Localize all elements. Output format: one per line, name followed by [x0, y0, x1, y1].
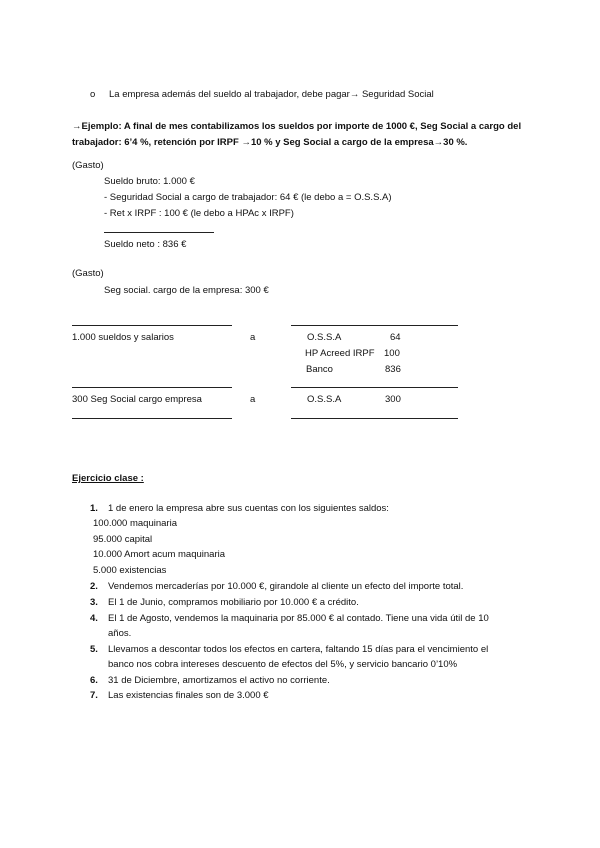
exercise-item-4-cont: años. [108, 628, 132, 639]
item-text: Las existencias finales son de 3.000 € [108, 690, 269, 701]
ret-irpf: - Ret x IRPF : 100 € (le debo a HPAc x IRPF) [104, 208, 294, 219]
balance-line: 5.000 existencias [93, 565, 167, 576]
journal-rule-left-2 [72, 387, 232, 388]
sueldo-neto: Sueldo neto : 836 € [104, 239, 187, 250]
item-text: 31 de Diciembre, amortizamos el activo no corriente. [108, 675, 330, 686]
entry1-credit-amount: 100 [384, 348, 400, 359]
subtotal-rule [104, 232, 214, 233]
balance-line: 10.000 Amort acum maquinaria [93, 549, 226, 560]
entry1-credit-account: Banco [306, 364, 333, 375]
entry2-debit: 300 Seg Social cargo empresa [72, 394, 202, 405]
item-text: 1 de enero la empresa abre sus cuentas con los siguientes saldos: [108, 503, 389, 514]
exercise-item-7 [90, 690, 269, 701]
item-number: 5. [90, 644, 98, 655]
bullet-marker: o [90, 89, 96, 100]
item-text: El 1 de Junio, compramos mobiliario por 10.000 € a crédito. [108, 597, 359, 608]
exercise-item-4 [90, 613, 489, 624]
example-line-2: trabajador: 6’4 %, retención por IRPF →10 % y Seg Social a cargo de la empresa→30 %. [72, 137, 468, 148]
exercise-item-1 [90, 503, 389, 514]
example-line-1: →Ejemplo: A final de mes contabilizamos los sueldos por importe de 1000 €, Seg Social a cargo del [72, 121, 522, 132]
exercise-item-2 [90, 581, 463, 592]
journal-rule-right-3 [291, 418, 458, 419]
bullet-text: La empresa además del sueldo al trabajador, debe pagar→ Seguridad Social [109, 89, 434, 100]
item-number: 3. [90, 597, 98, 608]
entry1-debit: 1.000 sueldos y salarios [72, 332, 174, 343]
ss-trabajador: - Seguridad Social a cargo de trabajador: 64 € (le debo a = O.S.S.A) [104, 192, 392, 203]
entry1-credit-amount: 836 [385, 364, 401, 375]
item-number: 6. [90, 675, 98, 686]
entry2-credit-account: O.S.S.A [307, 394, 342, 405]
item-text: Llevamos a descontar todos los efectos en cartera, faltando 15 días para el vencimiento el [108, 644, 489, 655]
entry1-credit-account: O.S.S.A [307, 332, 342, 343]
exercise-item-5 [90, 644, 488, 655]
journal-rule-left-3 [72, 418, 232, 419]
entry1-a: a [250, 332, 256, 343]
seg-social-empresa: Seg social. cargo de la empresa: 300 € [104, 285, 269, 296]
exercise-title: Ejercicio clase : [72, 473, 144, 484]
item-text: Vendemos mercaderías por 10.000 €, girandole al cliente un efecto del importe total. [108, 581, 464, 592]
journal-rule-right-2 [291, 387, 458, 388]
gasto-label-1: (Gasto) [72, 160, 104, 171]
item-number: 7. [90, 690, 98, 701]
item-number: 4. [90, 613, 98, 624]
exercise-item-6 [90, 675, 330, 686]
exercise-item-3 [90, 597, 359, 608]
entry2-credit-amount: 300 [385, 394, 401, 405]
entry1-credit-amount: 64 [390, 332, 401, 343]
gasto-label-2: (Gasto) [72, 268, 104, 279]
balance-line: 95.000 capital [93, 534, 153, 545]
item-number: 2. [90, 581, 98, 592]
item-number: 1. [90, 503, 98, 514]
item-text: El 1 de Agosto, vendemos la maquinaria por 85.000 € al contado. Tiene una vida útil de 10 [108, 613, 489, 624]
balance-line: 100.000 maquinaria [93, 518, 177, 529]
sueldo-bruto: Sueldo bruto: 1.000 € [104, 176, 195, 187]
entry1-credit-account: HP Acreed IRPF [305, 348, 375, 359]
entry2-a: a [250, 394, 256, 405]
exercise-item-5-cont: banco nos cobra intereses descuento de efectos del 5%, y servicio bancario 0’10% [108, 659, 458, 670]
journal-rule-left-1 [72, 325, 232, 326]
journal-rule-right-1 [291, 325, 458, 326]
